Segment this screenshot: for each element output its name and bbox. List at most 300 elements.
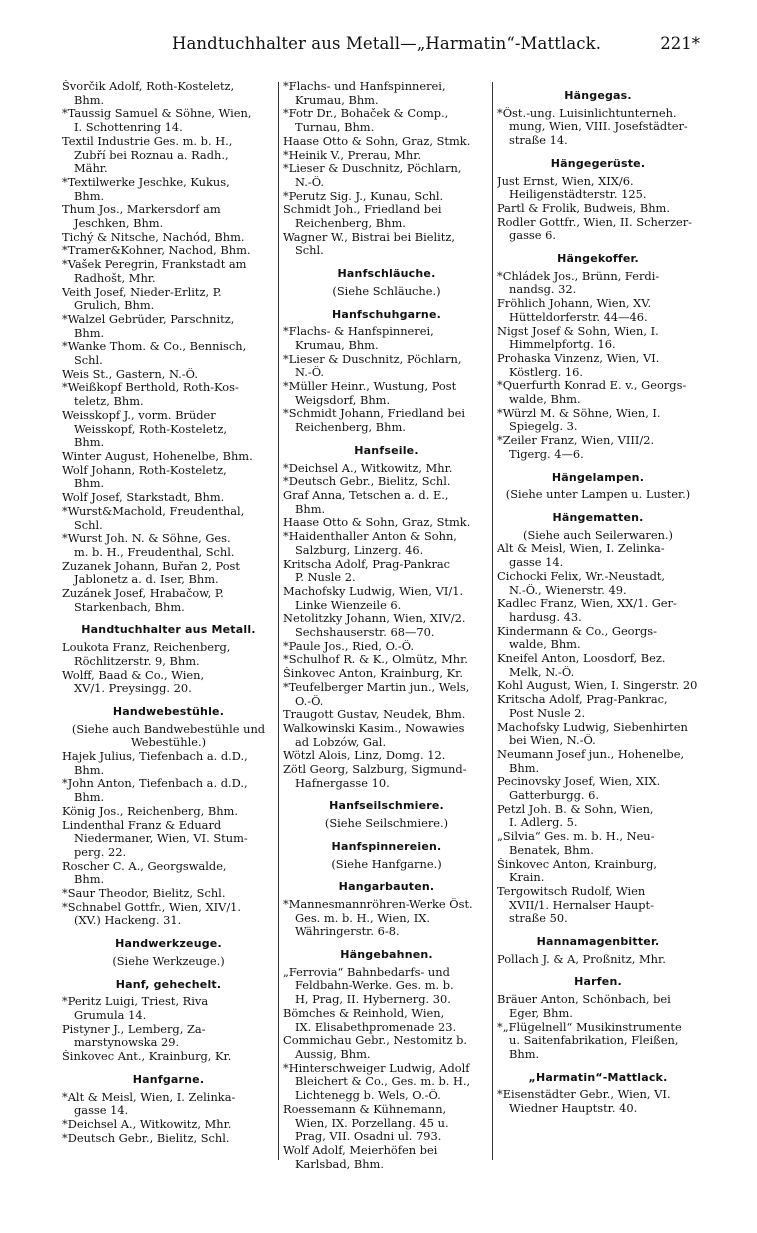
entry-line: Bhm. [74,93,105,107]
entry-line: H, Prag, II. Hybernerg. 30. [295,993,451,1007]
entry-line: *Chládek Jos., Brünn, Ferdi- [497,269,660,283]
entry-line: Reichenberg, Bhm. [295,421,406,435]
entry-line: Krumau, Bhm. [295,338,379,352]
entry-line: Veith Josef, Nieder-Erlitz, P. [62,285,222,299]
directory-entry [62,409,275,450]
entry-line: Just Ernst, Wien, XIX/6. [497,174,634,188]
directory-entry [497,679,699,693]
entry-line: *Haidenthaller Anton & Sohn, [283,530,457,544]
entry-line: Fröhlich Johann, Wien, XV. [497,297,652,311]
entry-line: „Ferrovia“ Bahnbedarfs- und [283,965,450,979]
directory-entry [62,258,275,285]
entry-line: *Lieser & Duschnitz, Pöchlarn, [283,162,462,176]
entry-line: Bhm. [74,873,105,887]
entry-line: Zötl Georg, Salzburg, Sigmund- [283,763,467,777]
entry-line: Heiligenstädterstr. 125. [509,188,647,202]
entry-line: Schmidt Joh., Friedland bei [283,203,442,217]
entry-line: Wien, IX. Porzellang. 45 u. [295,1116,449,1130]
entry-line: Bhm. [74,436,105,450]
entry-line: Himmelpfortg. 16. [509,338,616,352]
directory-entry [62,995,275,1022]
entry-line: Šinkovec Anton, Krainburg, Kr. [283,667,463,681]
entry-line: Weigsdorf, Bhm. [295,393,391,407]
directory-entry [283,667,490,681]
entry-line: Bhm. [74,763,105,777]
entry-line: u. Saitenfabrikation, Fleißen, [509,1034,679,1048]
directory-entry [62,505,275,532]
directory-entry [283,612,490,639]
entry-line: Hütteldorferstr. 44—46. [509,310,648,324]
entry-line: Weisskopf J., vorm. Brüder [62,408,216,422]
cross-reference-note [283,817,490,831]
directory-entry [283,203,490,230]
directory-entry [283,162,490,189]
directory-entry [283,135,490,149]
directory-entry [497,721,699,748]
entry-line: Radhošt, Mhr. [74,271,156,285]
entry-line: Kindermann & Co., Georgs- [497,624,657,638]
directory-entry [283,1062,490,1103]
entry-line: *„Flügelnell“ Musikinstrumente [497,1020,682,1034]
entry-line: Kadlec Franz, Wien, XX/1. Ger- [497,597,677,611]
entry-line: *Perutz Sig. J., Kunau, Schl. [283,189,444,203]
entry-line: Loukota Franz, Reichenberg, [62,641,231,655]
directory-entry [283,898,490,939]
directory-entry [497,352,699,379]
directory-entry [497,858,699,885]
directory-entry [497,693,699,720]
entry-line: Schl. [295,244,324,258]
entry-line: ad Lobzów, Gal. [295,735,387,749]
entry-line: Röchlitzerstr. 9, Bhm. [74,654,200,668]
entry-line: *Wanke Thom. & Co., Bennisch, [62,340,247,354]
entry-line: mung, Wien, VIII. Josefstädter- [509,120,688,134]
directory-entry [283,1144,490,1171]
column-divider [492,82,493,1160]
entry-line: *Deichsel A., Witkowitz, Mhr. [62,1117,232,1131]
directory-entry [62,669,275,696]
entry-line: Bhm. [509,761,540,775]
entry-line: Post Nusle 2. [509,706,586,720]
directory-entry [62,1118,275,1132]
directory-entry [62,381,275,408]
entry-line: perg. 22. [74,845,127,859]
entry-line: *Lieser & Duschnitz, Pöchlarn, [283,352,462,366]
directory-entry [283,1034,490,1061]
entry-line: Roscher C. A., Georgswalde, [62,859,227,873]
entry-line: teletz, Bhm. [74,395,144,409]
directory-entry [497,775,699,802]
directory-entry [62,887,275,901]
entry-line: Pecinovsky Josef, Wien, XIX. [497,775,661,789]
entry-line: Roessemann & Kühnemann, [283,1102,447,1116]
cross-reference-note [283,285,490,299]
directory-entry [62,286,275,313]
entry-line: Graf Anna, Tetschen a. d. E., [283,488,449,502]
entry-line: Krain. [509,871,545,885]
entry-line: Šinkovec Anton, Krainburg, [497,857,658,871]
directory-entry [497,202,699,216]
entry-line: Tichý & Nitsche, Nachód, Bhm. [62,230,245,244]
entry-line: Linke Wienzeile 6. [295,598,402,612]
entry-line: *Schnabel Gottfr., Wien, XIV/1. [62,900,242,914]
entry-line: Šinkovec Ant., Krainburg, Kr. [62,1050,232,1064]
entry-line: Netolitzky Johann, Wien, XIV/2. [283,612,466,626]
directory-entry [62,464,275,491]
section-heading: Handwebestühle. [112,704,225,718]
entry-line: *John Anton, Tiefenbach a. d.D., [62,777,248,791]
entry-line: m. b. H., Freudenthal, Schl. [74,545,235,559]
entry-line: *Schmidt Johann, Friedland bei [283,407,465,421]
directory-entry [62,107,275,134]
entry-line: bei Wien, N.-Ö. [509,734,596,748]
entry-line: Wagner W., Bistrai bei Bielitz, [283,230,455,244]
section-heading: Hangarbauten. [338,880,435,894]
entry-line: *Flachs- & Hanfspinnerei, [283,325,434,339]
entry-line: Jeschken, Bhm. [74,217,164,231]
entry-line: Wiedner Hauptstr. 40. [509,1102,638,1116]
section-heading: Hängematten. [552,510,644,524]
directory-entry [62,313,275,340]
directory-entry [497,1088,699,1115]
directory-entry [62,244,275,258]
entry-line: Prohaska Vinzenz, Wien, VI. [497,351,660,365]
directory-entry [62,340,275,367]
entry-line: Lichtenegg b. Wels, O.-Ö. [295,1089,441,1103]
directory-entry [497,748,699,775]
entry-line: *Deutsch Gebr., Bielitz, Schl. [283,475,451,489]
directory-entry [62,231,275,245]
section-heading: Hanfgarne. [132,1072,205,1086]
entry-line: Bhm. [295,502,326,516]
directory-entry [283,749,490,763]
entry-line: Haase Otto & Sohn, Graz, Stmk. [283,134,471,148]
entry-line: Machofsky Ludwig, Siebenhirten [497,720,688,734]
directory-entry [497,407,699,434]
entry-line: *Eisenstädter Gebr., Wien, VI. [497,1088,671,1102]
entry-line: Zuzanek Johann, Buřan 2, Post [62,559,240,573]
entry-line: Tigerg. 4—6. [509,447,584,461]
cross-reference-note [497,529,699,543]
directory-entry [497,830,699,857]
running-title: Handtuchhalter aus Metall—„Harmatin“-Mattlack. [172,34,602,53]
directory-entry [283,380,490,407]
entry-line: Bhm. [74,791,105,805]
directory-entry [283,149,490,163]
directory-entry [283,475,490,489]
entry-line: (Siehe auch Bandwebestühle und [71,722,266,736]
entry-line: König Jos., Reichenberg, Bhm. [62,804,238,818]
entry-line: *Würzl M. & Söhne, Wien, I. [497,406,661,420]
entry-line: *Flachs- und Hanfspinnerei, [283,80,446,93]
entry-line: *Weißkopf Berthold, Roth-Kos- [62,381,239,395]
section-heading: Hanfspinnereien. [331,839,442,853]
entry-line: Bhm. [74,326,105,340]
entry-line: IX. Elisabethpromenade 23. [295,1020,457,1034]
entry-line: Bleichert & Co., Ges. m. b. H., [295,1075,471,1089]
entry-line: *Teufelberger Martin jun., Wels, [283,680,470,694]
entry-line: Eger, Bhm. [509,1006,573,1020]
entry-line: Währingerstr. 6-8. [295,925,400,939]
section-heading: Hängekoffer. [557,252,639,266]
entry-line: Zuzánek Josef, Hrabačow, P. [62,587,224,601]
directory-entry [283,640,490,654]
entry-line: hardusg. 43. [509,610,582,624]
entry-line: straße 14. [509,134,568,148]
entry-line: Walkowinski Kasim., Nowawies [283,721,465,735]
directory-entry [283,722,490,749]
entry-line: Wolf Johann, Roth-Kosteletz, [62,463,227,477]
entry-line: Bhm. [509,1048,540,1061]
directory-entry [497,325,699,352]
entry-line: Spiegelg. 3. [509,420,578,434]
directory-entry [62,1023,275,1050]
directory-entry [62,777,275,804]
directory-entry [497,570,699,597]
section-heading: Hanfseile. [354,443,419,457]
entry-line: Karlsbad, Bhm. [295,1157,384,1171]
entry-line: Kohl August, Wien, I. Singerstr. 20 [497,679,698,693]
directory-entry [62,750,275,777]
entry-line: Weis St., Gastern, N.-Ö. [62,367,198,381]
directory-entry [497,379,699,406]
entry-line: (Siehe unter Lampen u. Luster.) [505,488,691,502]
cross-reference-note [497,488,699,502]
entry-line: Wolf Josef, Starkstadt, Bhm. [62,491,225,505]
directory-entry [283,653,490,667]
directory-entry [283,80,490,107]
entry-line: *Zeiler Franz, Wien, VIII/2. [497,434,655,448]
directory-entry [283,325,490,352]
directory-entry [62,560,275,587]
entry-line: Bömches & Reinhold, Wien, [283,1006,445,1020]
section-heading: „Harmatin“-Mattlack. [528,1070,668,1084]
entry-line: Köstlerg. 16. [509,365,583,379]
entry-line: I. Adlerg. 5. [509,816,578,830]
entry-line: Haase Otto & Sohn, Graz, Stmk. [283,516,471,530]
entry-line: *Paule Jos., Ried, O.-Ö. [283,639,415,653]
directory-entry [497,803,699,830]
entry-line: Schl. [74,518,103,532]
entry-line: „Silvia“ Ges. m. b. H., Neu- [497,830,655,844]
entry-line: Starkenbach, Bhm. [74,600,185,614]
entry-line: *Müller Heinr., Wustung, Post [283,380,457,394]
entry-line: nandsg. 32. [509,283,577,297]
entry-line: walde, Bhm. [509,638,581,652]
entry-line: Thum Jos., Markersdorf am [62,203,221,217]
section-heading: Hanfschuhgarne. [332,307,441,321]
directory-entry [62,203,275,230]
column-left [62,80,275,1145]
entry-line: *Heinik V., Prerau, Mhr. [283,148,422,162]
entry-line: (XV.) Hackeng. 31. [74,914,182,928]
directory-entry [62,1132,275,1146]
directory-entry [283,763,490,790]
entry-line: (Siehe Schläuche.) [332,284,441,298]
directory-entry [497,953,699,967]
directory-entry [283,462,490,476]
entry-line: Švorčik Adolf, Roth-Kosteletz, [62,80,235,93]
cross-reference-note [62,955,275,969]
entry-line: Hafnergasse 10. [295,776,390,790]
entry-line: Pistyner J., Lemberg, Za- [62,1022,206,1036]
directory-entry [283,231,490,258]
directory-entry [62,641,275,668]
entry-line: Turnau, Bhm. [295,121,375,135]
directory-entry [497,625,699,652]
directory-entry [283,708,490,722]
section-heading: Hanf, gehechelt. [115,977,222,991]
entry-line: Petzl Joh. B. & Sohn, Wien, [497,802,654,816]
directory-entry [497,1021,699,1062]
section-heading: Hängebahnen. [340,948,433,962]
section-heading: Hanfschläuche. [337,267,436,281]
entry-line: *Deichsel A., Witkowitz, Mhr. [283,461,453,475]
directory-entry [62,1091,275,1118]
entry-line: *Peritz Luigi, Triest, Riva [62,995,209,1009]
directory-entry [283,353,490,380]
column-right [497,80,699,1116]
entry-line: Benatek, Bhm. [509,843,594,857]
entry-line: Wolff, Baad & Co., Wien, [62,668,205,682]
entry-line: Bhm. [74,189,105,203]
entry-line: *Textilwerke Jeschke, Kukus, [62,175,230,189]
entry-line: I. Schottenring 14. [74,121,183,135]
entry-line: Wolf Adolf, Meierhöfen bei [283,1143,438,1157]
entry-line: Cichocki Felix, Wr.-Neustadt, [497,569,666,583]
entry-line: *Fotr Dr., Bohaček & Comp., [283,107,449,121]
section-heading: Handwerkzeuge. [115,937,222,951]
page-number: 221* [660,34,700,53]
entry-line: Prag, VII. Osadni ul. 793. [295,1130,442,1144]
directory-entry [497,297,699,324]
entry-line: straße 50. [509,912,568,926]
section-heading: Hängelampen. [551,470,645,484]
entry-line: Pollach J. & A, Proßnitz, Mhr. [497,952,666,966]
directory-entry [283,516,490,530]
directory-entry [62,587,275,614]
entry-line: Niedermaner, Wien, VI. Stum- [74,832,248,846]
section-heading: Harfen. [574,975,622,989]
entry-line: gasse 14. [509,556,564,570]
directory-entry [497,107,699,148]
entry-line: Neumann Josef jun., Hohenelbe, [497,747,685,761]
directory-entry [62,450,275,464]
entry-line: Weisskopf, Roth-Kosteletz, [74,422,227,436]
entry-line: XV/1. Preysingg. 20. [74,682,192,696]
section-heading: Hannamagenbitter. [536,935,660,949]
entry-line: Rodler Gottfr., Wien, II. Scherzer- [497,215,693,229]
directory-entry [62,532,275,559]
directory-entry [497,597,699,624]
directory-entry [283,489,490,516]
entry-line: Bhm. [74,477,105,491]
entry-line: Melk, N.-Ö. [509,665,575,679]
section-heading: Hängegerüste. [550,156,646,170]
entry-line: *Querfurth Konrad E. v., Georgs- [497,379,687,393]
entry-line: *Deutsch Gebr., Bielitz, Schl. [62,1131,230,1145]
directory-entry [283,585,490,612]
directory-entry [62,80,275,107]
directory-entry [283,407,490,434]
directory-entry [62,819,275,860]
directory-entry [283,1103,490,1144]
directory-entry [62,805,275,819]
page-header [60,34,700,60]
directory-entry [62,135,275,176]
entry-line: Nigst Josef & Sohn, Wien, I. [497,324,659,338]
entry-line: Wötzl Alois, Linz, Domg. 12. [283,749,446,763]
entry-line: *Schulhof R. & K., Olmütz, Mhr. [283,653,468,667]
cross-reference-note [283,858,490,872]
column-middle [283,80,490,1171]
entry-line: *Hinterschweiger Ludwig, Adolf [283,1061,470,1075]
entry-line: *Mannesmannröhren-Werke Öst. [283,897,473,911]
directory-entry [283,558,490,585]
section-heading: Hängegas. [564,89,632,102]
entry-line: Grumula 14. [74,1009,147,1022]
directory-entry [283,681,490,708]
entry-line: (Siehe auch Seilerwaren.) [523,528,673,542]
directory-entry [283,107,490,134]
entry-line: Textil Industrie Ges. m. b. H., [62,134,233,148]
entry-line: Gatterburgg. 6. [509,789,599,803]
entry-line: Grulich, Bhm. [74,299,155,313]
directory-entry [283,1007,490,1034]
entry-line: gasse 14. [74,1104,129,1118]
entry-line: *Walzel Gebrüder, Parschnitz, [62,312,235,326]
directory-entry [497,175,699,202]
section-heading: Hanfseilschmiere. [329,799,444,813]
entry-line: marstynowska 29. [74,1036,180,1050]
section-heading: Handtuchhalter aus Metall. [81,623,256,637]
entry-line: Hajek Julius, Tiefenbach a. d.D., [62,750,248,764]
entry-line: O.-Ö. [295,694,324,708]
entry-line: Ges. m. b. H., Wien, IX. [295,911,430,925]
entry-line: (Siehe Werkzeuge.) [112,954,225,968]
entry-line: *Wurst Joh. N. & Söhne, Ges. [62,532,231,546]
entry-line: Lindenthal Franz & Eduard [62,818,222,832]
entry-line: Winter August, Hohenelbe, Bhm. [62,449,253,463]
entry-line: N.-Ö. [295,366,324,380]
entry-line: Traugott Gustav, Neudek, Bhm. [283,708,466,722]
directory-entry [62,176,275,203]
entry-line: Commichau Gebr., Nestomitz b. [283,1034,468,1048]
entry-line: Partl & Frolik, Budweis, Bhm. [497,201,670,215]
directory-entry [283,966,490,1007]
directory-entry [497,993,699,1020]
directory-entry [497,216,699,243]
entry-line: Kritscha Adolf, Prag-Pankrac [283,557,451,571]
directory-entry [283,530,490,557]
entry-line: Reichenberg, Bhm. [295,217,406,231]
entry-line: Kneifel Anton, Loosdorf, Bez. [497,652,666,666]
directory-entry [497,885,699,926]
entry-line: walde, Bhm. [509,393,581,407]
entry-line: P. Nusle 2. [295,571,356,585]
entry-line: gasse 6. [509,229,557,243]
entry-line: Bräuer Anton, Schönbach, bei [497,993,671,1007]
cross-reference-note [62,723,275,750]
directory-entry [497,434,699,461]
entry-line: Sechshauserstr. 68—70. [295,626,435,640]
entry-line: Salzburg, Linzerg. 46. [295,543,424,557]
entry-line: Schl. [74,354,103,368]
entry-line: *Wurst&Machold, Freudenthal, [62,504,245,518]
directory-entry [62,1050,275,1064]
entry-line: XVII/1. Hernalser Haupt- [509,898,654,912]
entry-line: Webestühle.) [130,736,207,750]
